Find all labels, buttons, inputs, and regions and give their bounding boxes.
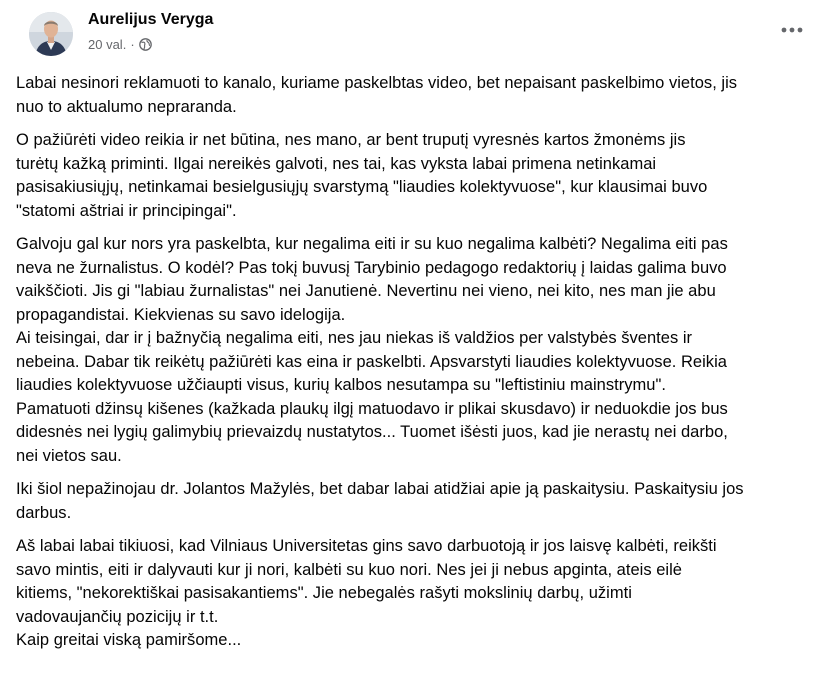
post-time[interactable]: 20 val. — [88, 37, 127, 52]
post-text-line: Iki šiol nepažinojau dr. Jolantos Mažylės, bet dabar labai atidžiai apie ją paskaitysiu. Paskaitysiu jos — [16, 480, 744, 498]
post-text-line: vadovaujančių pozicijų ir t.t. — [16, 607, 219, 626]
post-text-line: Pamatuoti džinsų kišenes (kažkada plaukų ilgį matuodavo ir plikai skusdavo) ir neduokdie jos bus — [16, 399, 728, 418]
post-text-line: pasisakiusiųjų, netinkamai besielgusiųjų svarstymą "liaudies kolektyvuose", kur klausimai buvo — [16, 178, 708, 196]
post-text-line: nebeina. Dabar tik reikėtų pažiūrėti kas eina ir paskelbti. Apsvarstyti liaudies kolektyvuose. Reikia — [16, 352, 727, 371]
post-text-line: turėtų kažką priminti. Ilgai nereikės galvoti, nes tai, kas vyksta labai primena netinkamai — [16, 154, 657, 173]
more-horizontal-icon — [780, 26, 804, 34]
post-text-line: propagandistai. Kiekvienas su savo idelogija. — [16, 305, 346, 324]
post-text-line: "statomi aštriai ir principingai". — [16, 201, 237, 220]
globe-icon[interactable] — [139, 38, 152, 51]
post-text-line: O pažiūrėti video reikia ir net būtina, nes mano, ar bent truputį vyresnės kartos žmonėms jis — [16, 131, 686, 149]
post-text-line: Galvoju gal kur nors yra paskelbta, kur negalima eiti ir su kuo negalima kalbėti? Negalima eiti pas — [16, 235, 728, 253]
post-text-line: savo mintis, eiti ir dalyvauti kur ji nori, kalbėti su kuo nori. Nes jei ji nebus apginta, ateis eilė — [16, 560, 682, 579]
post-text-line: kitiems, "nekorektiškai pasisakantiems". Jie nebegalės rašyti mokslinių darbų, užimti — [16, 584, 632, 602]
post-header — [16, 0, 822, 70]
post-meta — [88, 37, 152, 52]
author-name[interactable]: Aurelijus Veryga — [88, 11, 214, 28]
post-text-line: Labai nesinori reklamuoti to kanalo, kuriame paskelbtas video, bet nepaisant paskelbimo vietos, jis — [16, 74, 738, 92]
meta-separator: · — [130, 37, 135, 52]
post-text-line: nuo to aktualumo nepraranda. — [16, 97, 237, 116]
post-paragraph — [16, 478, 816, 525]
post-paragraph — [16, 535, 816, 653]
post-text-line: nei vietos sau. — [16, 446, 122, 465]
more-options-button[interactable] — [774, 16, 810, 44]
post-text-line: didesnės nei lygių galimybių prievaizdų nustatytos... Tuomet išėsti juos, kad jie nerastų nei darbo, — [16, 423, 728, 441]
post-text-line: Aš labai labai tikiuosi, kad Vilniaus Universitetas gins savo darbuotoją ir jos laisvę kalbėti, reikšti — [16, 537, 717, 555]
post-text-line: neva ne žurnalistus. O kodėl? Pas tokį buvusį Tarybinio pedagogo redaktorių į laidas galima buvo — [16, 258, 727, 277]
post-paragraph — [16, 72, 816, 119]
post-text-line: liaudies kolektyvuose užčiaupti visus, kurių kalbos nesutampa su "leftistiniu mainstrymu". — [16, 376, 666, 394]
post-text-line: vaikščioti. Jis gi "labiau žurnalistas" nei Janutienė. Nevertinu nei vieno, nei kito, nes man jie abu — [16, 282, 716, 300]
post-paragraph — [16, 233, 816, 468]
post-text-line: Kaip greitai viską pamiršome... — [16, 631, 242, 649]
post-text-line: darbus. — [16, 503, 72, 522]
post-paragraph — [16, 129, 816, 223]
author-avatar[interactable] — [29, 12, 73, 56]
post-text-line: Ai teisingai, dar ir į bažnyčią negalima eiti, nes jau niekas iš valdžios per valstybės šventes ir — [16, 329, 693, 347]
avatar-photo-icon — [29, 12, 73, 56]
post-text — [16, 72, 816, 663]
